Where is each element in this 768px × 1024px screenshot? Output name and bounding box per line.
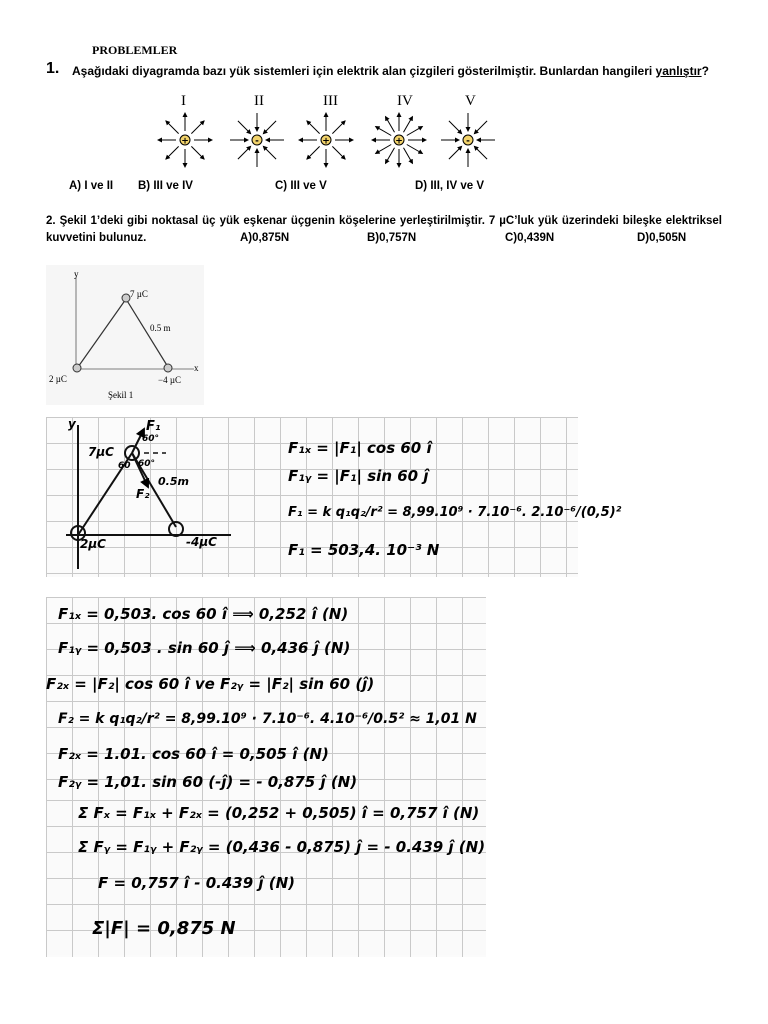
- field-line: [332, 121, 345, 134]
- diagram-label-1: I: [181, 93, 186, 109]
- charge-sign: +: [322, 136, 330, 147]
- option-d: D)0,505N: [637, 232, 687, 244]
- charge-sign: +: [181, 136, 189, 147]
- answer-b: B) III ve IV: [138, 180, 193, 192]
- sketch-formula-3: F₁ = k q₁q₂/r² = 8,99.10⁹ · 7.10⁻⁶. 2.10⁻⁶/(0,5)²: [288, 505, 622, 520]
- solution-line-7: Σ Fₓ = F₁ₓ + F₂ₓ = (0,252 + 0,505) î = 0,757 î (N): [78, 804, 480, 822]
- sketch-angle-2: 60: [118, 461, 131, 471]
- field-line: [404, 117, 413, 133]
- question-1-mark: ?: [701, 64, 709, 78]
- field-line: [386, 117, 395, 133]
- sketch-formula-1: F₁ₓ = |F₁| cos 60 î: [288, 439, 432, 457]
- field-line: [307, 146, 320, 159]
- field-line: [386, 148, 395, 164]
- option-a: A)0,875N: [240, 232, 290, 244]
- solution-line-2: F₁ᵧ = 0,503 . sin 60 ĵ ⟹ 0,436 ĵ (N): [58, 639, 351, 657]
- field-line: [332, 146, 345, 159]
- option-b: B)0,757N: [367, 232, 417, 244]
- sketch-left-charge: 2µC: [80, 537, 106, 551]
- field-line: [474, 146, 487, 159]
- charge-sign: -: [466, 136, 470, 147]
- field-line: [449, 121, 462, 134]
- solution-line-3: F₂ₓ = |F₂| cos 60 î ve F₂ᵧ = |F₂| sin 60 (ĵ): [46, 675, 375, 693]
- field-line: [263, 146, 276, 159]
- field-line: [449, 146, 462, 159]
- figure-1: [46, 265, 204, 405]
- figure-1-caption: Şekil 1: [108, 390, 134, 400]
- figure-1-top-charge: 7 µC: [130, 289, 148, 299]
- solution-line-5: F₂ₓ = 1.01. cos 60 î = 0,505 î (N): [58, 745, 329, 763]
- field-line: [407, 127, 423, 136]
- solution-line-1: F₁ₓ = 0,503. cos 60 î ⟹ 0,252 î (N): [58, 605, 349, 623]
- sketch-f2-label: F₂: [136, 487, 150, 501]
- field-line: [238, 121, 251, 134]
- figure-1-left-charge: 2 µC: [49, 374, 67, 384]
- sketch-y-label: y: [68, 417, 76, 431]
- field-line: [191, 121, 204, 134]
- sketch-top-charge: 7µC: [88, 445, 114, 459]
- sketch-formula-4: F₁ = 503,4. 10⁻³ N: [288, 541, 440, 559]
- field-line: [191, 146, 204, 159]
- charge-sign: -: [255, 136, 259, 147]
- figure-1-x-label: x: [194, 363, 199, 373]
- sketch-formula-2: F₁ᵧ = |F₁| sin 60 ĵ: [288, 467, 429, 485]
- solution-line-10: Σ|F| = 0,875 N: [92, 918, 236, 939]
- question-1-number: 1.: [46, 60, 60, 77]
- solution-line-9: F = 0,757 î - 0.439 ĵ (N): [98, 874, 296, 892]
- question-1-underlined: yanlıştır: [655, 64, 702, 78]
- field-line: [404, 148, 413, 164]
- field-line: [238, 146, 251, 159]
- field-line: [407, 145, 423, 154]
- figure-1-right-charge: −4 µC: [158, 375, 182, 385]
- figure-1-y-label: y: [74, 269, 79, 279]
- question-1-text: [72, 64, 709, 78]
- field-line: [376, 145, 392, 154]
- solution-line-8: Σ Fᵧ = F₁ᵧ + F₂ᵧ = (0,436 - 0,875) ĵ = - 0.439 ĵ (N): [78, 838, 486, 856]
- field-line: [263, 121, 276, 134]
- answer-c: C) III ve V: [275, 180, 327, 192]
- option-c: C)0,439N: [505, 232, 555, 244]
- diagram-label-4: IV: [397, 93, 413, 109]
- sketch-f1-label: F₁: [146, 419, 161, 434]
- sketch-angle-1: 60°: [142, 434, 160, 444]
- solution-line-6: F₂ᵧ = 1,01. sin 60 (-ĵ) = - 0,875 ĵ (N): [58, 773, 358, 791]
- field-line: [307, 121, 320, 134]
- diagram-label-2: II: [254, 93, 264, 109]
- sketch-side-label: 0.5m: [158, 475, 189, 488]
- charge-sign: +: [395, 136, 403, 147]
- answer-d: D) III, IV ve V: [415, 180, 485, 192]
- field-line: [166, 146, 179, 159]
- figure-1-side-label: 0.5 m: [150, 323, 171, 333]
- answer-a: A) I ve II: [69, 180, 114, 192]
- field-line: [166, 121, 179, 134]
- diagram-label-5: V: [465, 93, 476, 109]
- handwritten-summary: [46, 800, 486, 955]
- field-line: [474, 121, 487, 134]
- field-line: [376, 127, 392, 136]
- sketch-right-charge: -4µC: [186, 535, 217, 549]
- field-line-diagrams: [150, 110, 510, 172]
- question-1-text-main: Aşağıdaki diyagramda bazı yük sistemleri için elektrik alan çizgileri gösterilmiştir. Bunlardan hangileri: [72, 64, 656, 78]
- question-2-text: 2. Şekil 1’deki gibi noktasal üç yük eşkenar üçgenin köşelerine yerleştirilmiştir. 7 µC’luk yük üzerindeki bileşke elektriksel kuvvetini bulunuz.: [46, 215, 722, 244]
- page-title: PROBLEMLER: [92, 43, 178, 57]
- handwritten-sketch: [46, 417, 622, 577]
- sketch-angle-3: 60°: [138, 459, 156, 469]
- diagram-label-3: III: [323, 93, 338, 109]
- solution-line-4: F₂ = k q₁q₂/r² = 8,99.10⁹ · 7.10⁻⁶. 4.10⁻⁶/0.5² ≈ 1,01 N: [58, 711, 477, 727]
